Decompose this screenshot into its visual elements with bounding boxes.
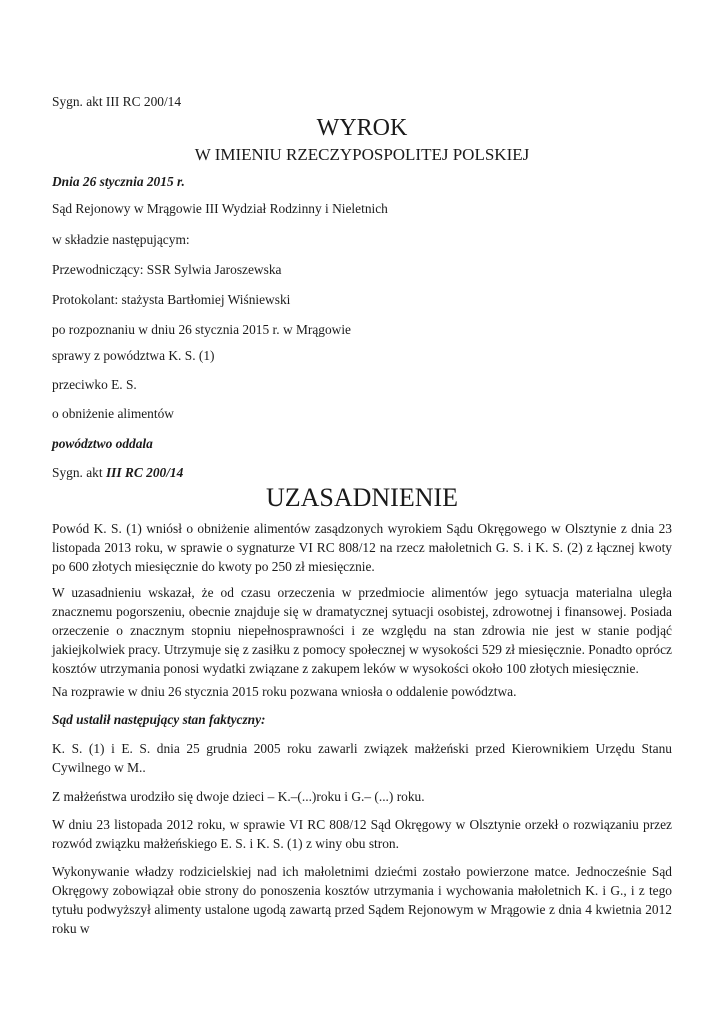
signature-prefix: Sygn. akt (52, 465, 106, 480)
case-defendant: przeciwko E. S. (52, 377, 137, 392)
paragraph: Z małżeństwa urodziło się dwoje dzieci – K.–(...)roku i G.– (...) roku. (52, 789, 425, 804)
paragraph: W uzasadnieniu wskazał, że od czasu orzeczenia w przedmiocie alimentów jego sytuacja materialna uległa znacznemu pogorszeniu, obecnie znajduje się w dramatycznej sytuacji osobistej, zdrowotnej i finansowej. Posiada orzeczenie o znacznym stopniu niepełnosprawności i ze względu na stan zdrowia nie jest w stanie podjąć jakiejkolwiek pracy. Utrzymuje się z zasiłku z pomocy społecznej w wysokości 529 zł miesięcznie. Ponadto oprócz kosztów utrzymania ponosi wydatki związane z zakupem leków w wysokości około 100 złotych miesięcznie. (52, 585, 672, 676)
case-subject: o obniżenie alimentów (52, 406, 174, 421)
court-clerk: Protokolant: stażysta Bartłomiej Wiśniewski (52, 292, 291, 307)
signature-value: III RC 200/14 (105, 465, 184, 480)
ruling: powództwo oddala (52, 436, 153, 451)
case-plaintiff: sprawy z powództwa K. S. (1) (52, 348, 215, 363)
verdict-date: Dnia 26 stycznia 2015 r. (52, 174, 185, 189)
verdict-title: WYROK (316, 115, 408, 141)
paragraph: W dniu 23 listopada 2012 roku, w sprawie VI RC 808/12 Sąd Okręgowy w Olsztynie orzekł o rozwiązaniu przez rozwód związku małżeńskiego E. S. i K. S. (1) z winy obu stron. (52, 817, 672, 851)
paragraph: K. S. (1) i E. S. dnia 25 grudnia 2005 roku zawarli związek małżeński przed Kierownikiem Urzędu Stanu Cywilnego w M.. (52, 741, 672, 775)
case-signature: Sygn. akt III RC 200/14 (52, 94, 182, 109)
justification-title: UZASADNIENIE (265, 483, 459, 512)
chair-judge: Przewodniczący: SSR Sylwia Jaroszewska (52, 262, 282, 277)
court-name: Sąd Rejonowy w Mrągowie III Wydział Rodzinny i Nieletnich (52, 201, 388, 216)
hearing-info: po rozpoznaniu w dniu 26 stycznia 2015 r. w Mrągowie (52, 322, 351, 337)
paragraph: Wykonywanie władzy rodzicielskiej nad ich małoletnimi dziećmi zostało powierzone matce. Jednocześnie Sąd Okręgowy zobowiązał obie strony do ponoszenia kosztów utrzymania i wychowania małoletnich K. i G., i z tego tytułu podwyższył alimenty ustalone ugodą zawartą przed Sądem Rejonowym w Mrągowie z dnia 4 kwietnia 2012 roku w (52, 864, 672, 936)
paragraph: Na rozprawie w dniu 26 stycznia 2015 roku pozwana wniosła o oddalenie powództwa. (52, 684, 517, 699)
paragraph: Powód K. S. (1) wniósł o obniżenie alimentów zasądzonych wyrokiem Sądu Okręgowego w Olsztynie z dnia 23 listopada 2013 roku, w sprawie o sygnaturze VI RC 808/12 na rzecz małoletnich G. S. i K. S. (2) z łącznej kwoty po 600 złotych miesięcznie do kwoty po 250 zł miesięcznie. (52, 521, 672, 574)
composition-label: w składzie następującym: (52, 232, 190, 247)
case-signature-bottom (52, 463, 183, 482)
verdict-subtitle: W IMIENIU RZECZYPOSPOLITEJ POLSKIEJ (194, 145, 530, 164)
facts-heading: Sąd ustalił następujący stan faktyczny: (52, 712, 266, 727)
